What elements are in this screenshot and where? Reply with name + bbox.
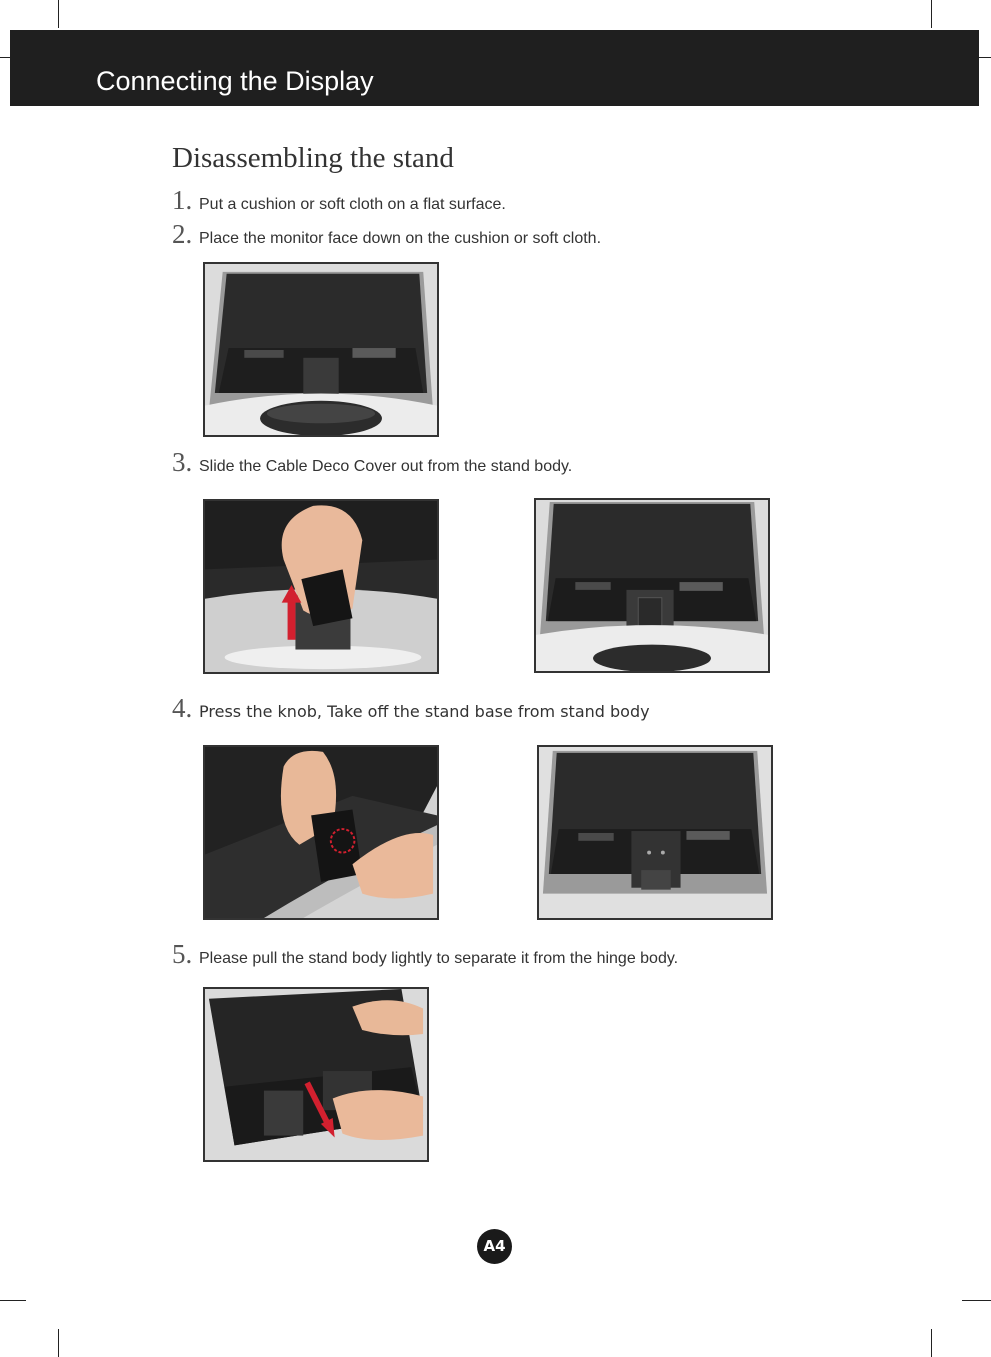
step-5 (172, 939, 678, 970)
photo-pull-stand-body (203, 987, 429, 1162)
step-text: Place the monitor face down on the cushion or soft cloth. (199, 230, 602, 247)
step-number: 4. (172, 693, 193, 723)
photo-press-knob (203, 745, 439, 920)
step-3 (172, 447, 572, 478)
crop-mark (979, 57, 991, 58)
crop-mark (931, 0, 932, 28)
crop-mark (931, 1329, 932, 1357)
photo-monitor-face-down (203, 262, 439, 437)
step-text: Put a cushion or soft cloth on a flat surface. (199, 196, 506, 213)
step-number: 1. (172, 185, 193, 215)
crop-mark (0, 1300, 26, 1301)
step-number: 3. (172, 447, 193, 477)
crop-mark (58, 1329, 59, 1357)
step-text: Press the knob, Take off the stand base from stand body (199, 702, 650, 721)
section-title: Disassembling the stand (172, 142, 454, 174)
step-2 (172, 219, 601, 250)
photo-slide-cover-hand (203, 499, 439, 674)
step-number: 5. (172, 939, 193, 969)
step-4 (172, 693, 650, 724)
crop-mark (58, 0, 59, 28)
step-text: Slide the Cable Deco Cover out from the stand body. (199, 458, 573, 475)
crop-mark (962, 1300, 991, 1301)
photo-base-removed (537, 745, 773, 920)
step-1 (172, 185, 506, 216)
step-text: Please pull the stand body lightly to separate it from the hinge body. (199, 950, 679, 967)
page-header-title: Connecting the Display (96, 66, 374, 96)
crop-mark (0, 57, 10, 58)
page-number-badge: A4 (477, 1229, 512, 1264)
step-number: 2. (172, 219, 193, 249)
photo-cover-removed (534, 498, 770, 673)
